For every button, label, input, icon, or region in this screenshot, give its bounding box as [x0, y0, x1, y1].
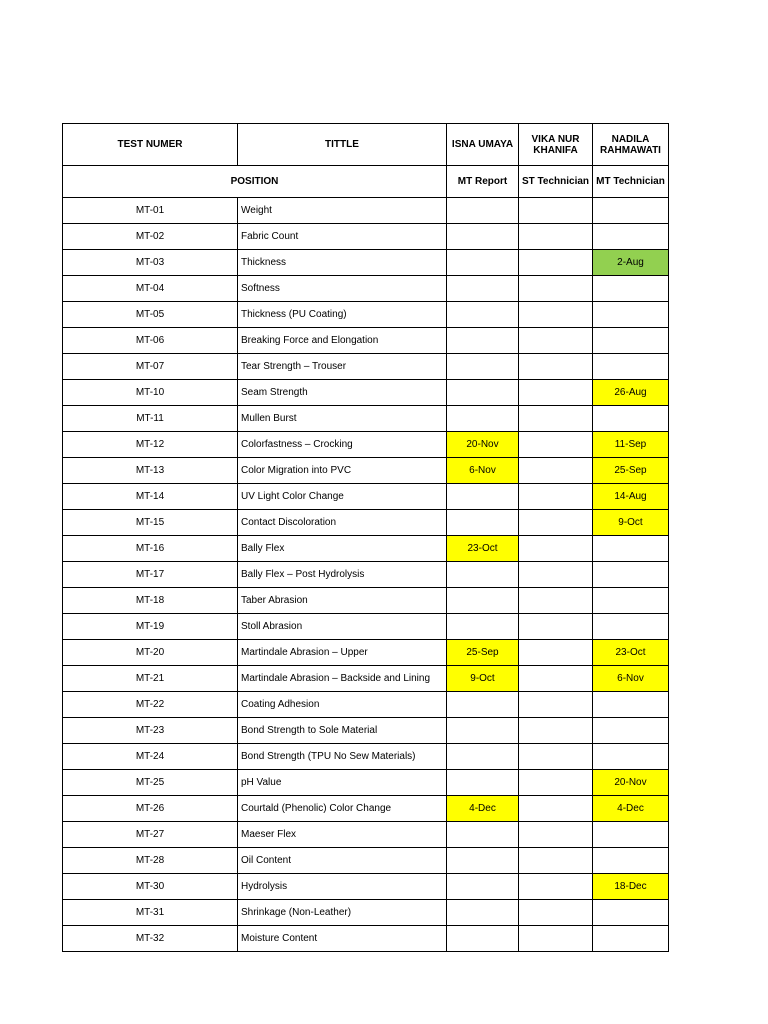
date-cell-vika	[519, 562, 593, 588]
test-number-cell: MT-07	[63, 354, 238, 380]
test-number-cell: MT-05	[63, 302, 238, 328]
date-cell-vika	[519, 328, 593, 354]
test-title-cell: Weight	[238, 198, 447, 224]
test-number-cell: MT-18	[63, 588, 238, 614]
test-title-cell: Fabric Count	[238, 224, 447, 250]
date-cell-isna: 25-Sep	[447, 640, 519, 666]
date-cell-nadila: 14-Aug	[593, 484, 669, 510]
table-row	[63, 380, 669, 406]
test-title-cell: Taber Abrasion	[238, 588, 447, 614]
test-number-cell: MT-30	[63, 874, 238, 900]
date-cell-nadila	[593, 848, 669, 874]
header-row	[63, 124, 669, 166]
table-row	[63, 796, 669, 822]
date-cell-nadila	[593, 822, 669, 848]
date-cell-nadila	[593, 900, 669, 926]
date-cell-nadila: 9-Oct	[593, 510, 669, 536]
test-title-cell: Bally Flex – Post Hydrolysis	[238, 562, 447, 588]
table-row	[63, 224, 669, 250]
test-number-cell: MT-19	[63, 614, 238, 640]
date-cell-vika	[519, 822, 593, 848]
date-cell-isna	[447, 328, 519, 354]
test-number-cell: MT-26	[63, 796, 238, 822]
date-cell-isna: 23-Oct	[447, 536, 519, 562]
date-cell-isna	[447, 692, 519, 718]
test-number-cell: MT-10	[63, 380, 238, 406]
date-cell-vika	[519, 900, 593, 926]
date-cell-isna	[447, 406, 519, 432]
date-cell-isna	[447, 380, 519, 406]
date-cell-isna: 9-Oct	[447, 666, 519, 692]
date-cell-vika	[519, 432, 593, 458]
table-row	[63, 302, 669, 328]
date-cell-nadila	[593, 198, 669, 224]
test-title-cell: Softness	[238, 276, 447, 302]
test-title-cell: Stoll Abrasion	[238, 614, 447, 640]
date-cell-vika	[519, 588, 593, 614]
test-title-cell: pH Value	[238, 770, 447, 796]
test-number-cell: MT-16	[63, 536, 238, 562]
position-vika: ST Technician	[519, 166, 593, 198]
date-cell-isna	[447, 562, 519, 588]
date-cell-isna	[447, 614, 519, 640]
date-cell-nadila	[593, 718, 669, 744]
test-number-cell: MT-12	[63, 432, 238, 458]
test-number-cell: MT-20	[63, 640, 238, 666]
date-cell-isna	[447, 250, 519, 276]
test-title-cell: Martindale Abrasion – Backside and Lining	[238, 666, 447, 692]
date-cell-nadila: 20-Nov	[593, 770, 669, 796]
date-cell-vika	[519, 406, 593, 432]
test-title-cell: Breaking Force and Elongation	[238, 328, 447, 354]
test-title-cell: Colorfastness – Crocking	[238, 432, 447, 458]
date-cell-nadila	[593, 614, 669, 640]
table-row	[63, 744, 669, 770]
test-number-cell: MT-03	[63, 250, 238, 276]
date-cell-vika	[519, 224, 593, 250]
date-cell-isna	[447, 198, 519, 224]
test-title-cell: Bally Flex	[238, 536, 447, 562]
date-cell-nadila: 26-Aug	[593, 380, 669, 406]
test-title-cell: Bond Strength (TPU No Sew Materials)	[238, 744, 447, 770]
date-cell-vika	[519, 276, 593, 302]
date-cell-vika	[519, 302, 593, 328]
date-cell-nadila: 2-Aug	[593, 250, 669, 276]
date-cell-nadila: 18-Dec	[593, 874, 669, 900]
test-title-cell: UV Light Color Change	[238, 484, 447, 510]
date-cell-isna	[447, 926, 519, 952]
date-cell-nadila	[593, 354, 669, 380]
table-row	[63, 900, 669, 926]
position-nadila: MT Technician	[593, 166, 669, 198]
table-row	[63, 406, 669, 432]
test-number-cell: MT-15	[63, 510, 238, 536]
test-title-cell: Seam Strength	[238, 380, 447, 406]
date-cell-vika	[519, 770, 593, 796]
date-cell-nadila	[593, 302, 669, 328]
test-title-cell: Thickness (PU Coating)	[238, 302, 447, 328]
date-cell-isna	[447, 588, 519, 614]
test-number-cell: MT-17	[63, 562, 238, 588]
test-number-cell: MT-13	[63, 458, 238, 484]
date-cell-vika	[519, 250, 593, 276]
date-cell-vika	[519, 692, 593, 718]
test-number-cell: MT-32	[63, 926, 238, 952]
table-row	[63, 458, 669, 484]
date-cell-nadila: 11-Sep	[593, 432, 669, 458]
test-title-cell: Shrinkage (Non-Leather)	[238, 900, 447, 926]
table-row	[63, 536, 669, 562]
date-cell-isna	[447, 276, 519, 302]
date-cell-isna: 4-Dec	[447, 796, 519, 822]
header-position: POSITION	[63, 166, 447, 198]
header-title: TITTLE	[238, 124, 447, 166]
header-test-number: TEST NUMER	[63, 124, 238, 166]
table-row	[63, 198, 669, 224]
date-cell-nadila	[593, 692, 669, 718]
test-title-cell: Maeser Flex	[238, 822, 447, 848]
header-person-isna: ISNA UMAYA	[447, 124, 519, 166]
table-row	[63, 484, 669, 510]
date-cell-isna	[447, 718, 519, 744]
test-number-cell: MT-27	[63, 822, 238, 848]
date-cell-vika	[519, 848, 593, 874]
test-number-cell: MT-01	[63, 198, 238, 224]
date-cell-isna	[447, 224, 519, 250]
test-number-cell: MT-28	[63, 848, 238, 874]
date-cell-vika	[519, 666, 593, 692]
table-row	[63, 822, 669, 848]
table-row	[63, 874, 669, 900]
header-person-nadila: NADILA RAHMAWATI	[593, 124, 669, 166]
date-cell-isna: 6-Nov	[447, 458, 519, 484]
date-cell-isna	[447, 354, 519, 380]
date-cell-vika	[519, 484, 593, 510]
date-cell-vika	[519, 640, 593, 666]
date-cell-vika	[519, 718, 593, 744]
test-title-cell: Thickness	[238, 250, 447, 276]
date-cell-isna	[447, 848, 519, 874]
date-cell-nadila: 25-Sep	[593, 458, 669, 484]
table-row	[63, 692, 669, 718]
table-row	[63, 328, 669, 354]
date-cell-vika	[519, 796, 593, 822]
table-row	[63, 432, 669, 458]
test-title-cell: Oil Content	[238, 848, 447, 874]
test-title-cell: Martindale Abrasion – Upper	[238, 640, 447, 666]
date-cell-vika	[519, 510, 593, 536]
test-title-cell: Tear Strength – Trouser	[238, 354, 447, 380]
date-cell-isna	[447, 744, 519, 770]
date-cell-vika	[519, 354, 593, 380]
position-isna: MT Report	[447, 166, 519, 198]
date-cell-nadila	[593, 328, 669, 354]
table-row	[63, 718, 669, 744]
position-row	[63, 166, 669, 198]
test-number-cell: MT-23	[63, 718, 238, 744]
table-row	[63, 510, 669, 536]
date-cell-isna	[447, 822, 519, 848]
test-number-cell: MT-24	[63, 744, 238, 770]
date-cell-isna	[447, 874, 519, 900]
schedule-table	[62, 123, 669, 952]
table-row	[63, 666, 669, 692]
test-number-cell: MT-21	[63, 666, 238, 692]
date-cell-nadila	[593, 588, 669, 614]
date-cell-isna	[447, 484, 519, 510]
table-row	[63, 354, 669, 380]
test-number-cell: MT-25	[63, 770, 238, 796]
date-cell-nadila	[593, 562, 669, 588]
test-title-cell: Color Migration into PVC	[238, 458, 447, 484]
date-cell-vika	[519, 380, 593, 406]
table-row	[63, 276, 669, 302]
date-cell-vika	[519, 744, 593, 770]
date-cell-vika	[519, 536, 593, 562]
date-cell-nadila	[593, 224, 669, 250]
date-cell-nadila: 23-Oct	[593, 640, 669, 666]
date-cell-vika	[519, 198, 593, 224]
test-number-cell: MT-06	[63, 328, 238, 354]
date-cell-isna	[447, 770, 519, 796]
test-title-cell: Bond Strength to Sole Material	[238, 718, 447, 744]
date-cell-nadila	[593, 276, 669, 302]
date-cell-vika	[519, 458, 593, 484]
date-cell-nadila	[593, 926, 669, 952]
test-title-cell: Coating Adhesion	[238, 692, 447, 718]
table-row	[63, 640, 669, 666]
table-row	[63, 562, 669, 588]
table-row	[63, 250, 669, 276]
table-row	[63, 770, 669, 796]
date-cell-nadila	[593, 536, 669, 562]
test-number-cell: MT-11	[63, 406, 238, 432]
test-number-cell: MT-31	[63, 900, 238, 926]
test-title-cell: Courtald (Phenolic) Color Change	[238, 796, 447, 822]
date-cell-isna: 20-Nov	[447, 432, 519, 458]
test-title-cell: Hydrolysis	[238, 874, 447, 900]
date-cell-nadila: 6-Nov	[593, 666, 669, 692]
date-cell-nadila	[593, 406, 669, 432]
table-row	[63, 588, 669, 614]
date-cell-isna	[447, 510, 519, 536]
header-person-vika: VIKA NUR KHANIFA	[519, 124, 593, 166]
test-title-cell: Mullen Burst	[238, 406, 447, 432]
test-title-cell: Moisture Content	[238, 926, 447, 952]
table-row	[63, 926, 669, 952]
table-row	[63, 614, 669, 640]
test-number-cell: MT-22	[63, 692, 238, 718]
date-cell-vika	[519, 874, 593, 900]
test-number-cell: MT-04	[63, 276, 238, 302]
test-number-cell: MT-02	[63, 224, 238, 250]
date-cell-nadila	[593, 744, 669, 770]
date-cell-isna	[447, 900, 519, 926]
date-cell-nadila: 4-Dec	[593, 796, 669, 822]
table-row	[63, 848, 669, 874]
date-cell-isna	[447, 302, 519, 328]
date-cell-vika	[519, 614, 593, 640]
test-number-cell: MT-14	[63, 484, 238, 510]
test-title-cell: Contact Discoloration	[238, 510, 447, 536]
date-cell-vika	[519, 926, 593, 952]
